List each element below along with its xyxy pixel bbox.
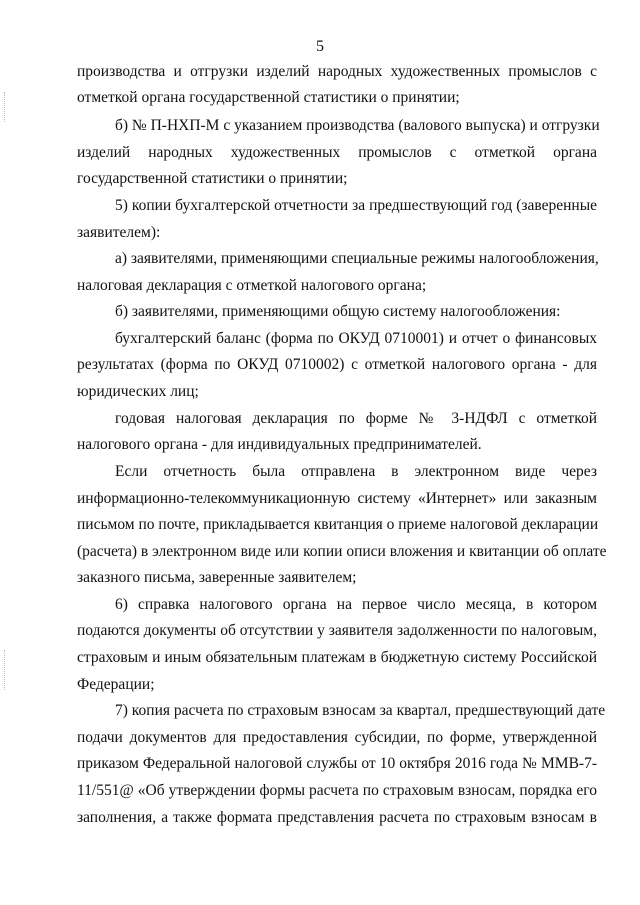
text-line: а) заявителями, применяющими специальные режимы налогообложения, bbox=[115, 250, 599, 267]
text-line: (расчета) в электронном виде или копии описи вложения и квитанции об оплате bbox=[77, 543, 607, 560]
page-number: 5 bbox=[316, 38, 324, 55]
text-line: юридических лиц; bbox=[77, 383, 199, 400]
text-line: 6) справка налогового органа на первое число месяца, в котором bbox=[115, 596, 597, 613]
text-line: подаются документы об отсутствии у заявителя задолженности по налоговым, bbox=[77, 622, 597, 639]
text-line: производства и отгрузки изделий народных художественных промыслов с bbox=[77, 63, 597, 80]
text-line: заявителем): bbox=[77, 224, 161, 241]
text-line: налоговая декларация с отметкой налогового органа; bbox=[77, 277, 427, 294]
text-line: 5) копии бухгалтерской отчетности за предшествующий год (заверенные bbox=[115, 197, 597, 214]
text-line: бухгалтерский баланс (форма по ОКУД 0710001) и отчет о финансовых bbox=[115, 330, 597, 347]
text-line: информационно-телекоммуникационную систему «Интернет» или заказным bbox=[77, 490, 597, 507]
text-line: б) заявителями, применяющими общую систему налогообложения: bbox=[115, 303, 561, 320]
text-line: страховым и иным обязательным платежам в бюджетную систему Российской bbox=[77, 649, 597, 666]
text-line: 7) копия расчета по страховым взносам за квартал, предшествующий дате bbox=[115, 702, 606, 719]
text-line: приказом Федеральной налоговой службы от 10 октября 2016 года № ММВ-7- bbox=[77, 755, 597, 772]
text-line: налогового органа - для индивидуальных предпринимателей. bbox=[77, 436, 482, 453]
text-line: годовая налоговая декларация по форме № 3-НДФЛ с отметкой bbox=[115, 410, 597, 427]
scan-edge-mark bbox=[4, 650, 6, 690]
text-line: Если отчетность была отправлена в электронном виде через bbox=[115, 463, 597, 480]
text-line: подачи документов для предоставления субсидии, по форме, утвержденной bbox=[77, 729, 597, 746]
text-line: б) № П-НХП-М с указанием производства (валового выпуска) и отгрузки bbox=[115, 117, 600, 134]
text-line: изделий народных художественных промыслов с отметкой органа bbox=[77, 144, 597, 161]
text-line: отметкой органа государственной статистики о принятии; bbox=[77, 89, 460, 106]
scan-edge-mark bbox=[4, 92, 6, 122]
text-line: Федерации; bbox=[77, 676, 155, 693]
text-line: результатах (форма по ОКУД 0710002) с отметкой налогового органа - для bbox=[77, 356, 597, 373]
text-line: заказного письма, заверенные заявителем; bbox=[77, 569, 357, 586]
text-line: заполнения, а также формата представления расчета по страховым взносам в bbox=[77, 809, 597, 826]
text-line: 11/551@ «Об утверждении формы расчета по страховым взносам, порядка его bbox=[77, 782, 597, 799]
text-line: государственной статистики о принятии; bbox=[77, 170, 348, 187]
text-line: письмом по почте, прикладывается квитанция о приеме налоговой декларации bbox=[77, 516, 599, 533]
